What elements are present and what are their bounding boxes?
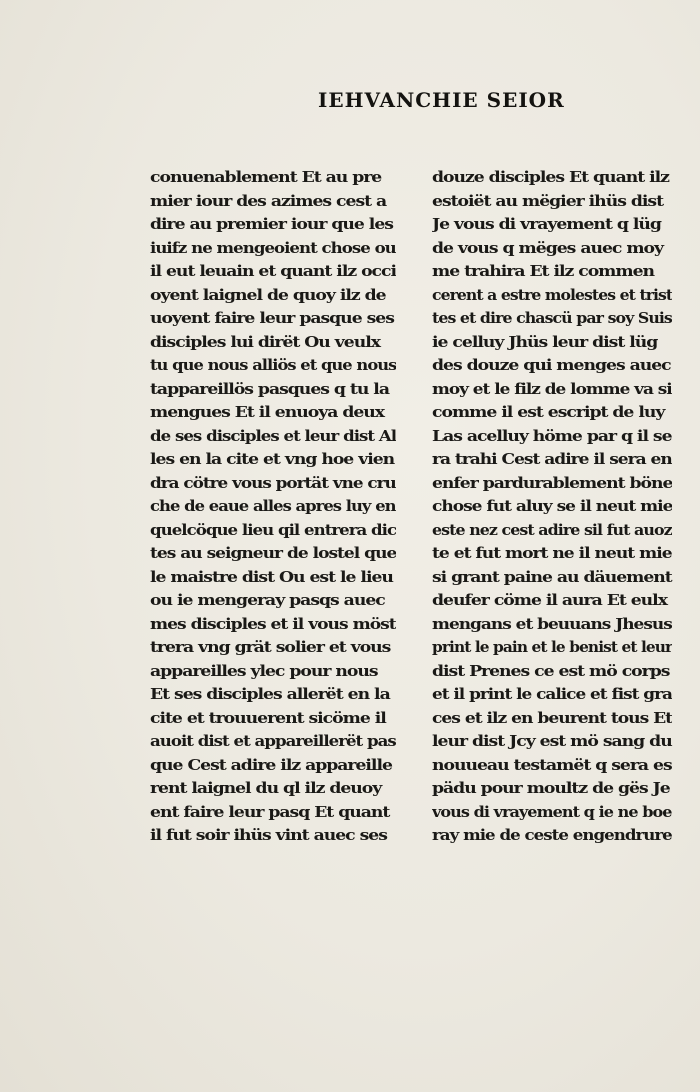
text-line: rent laignel du ql ilz deuoy bbox=[150, 779, 382, 797]
text-line: appareilles ylec pour nous bbox=[150, 661, 378, 680]
text-line: Je vous di vrayement q lüg bbox=[432, 215, 661, 233]
text-line: il eut leuain et quant ilz occi bbox=[150, 262, 396, 280]
text-line: mes disciples et il vous möst bbox=[150, 614, 396, 633]
text-line: auoit dist et appareillerët pas bbox=[150, 732, 396, 750]
text-line: douze disciples Et quant ilz bbox=[432, 168, 669, 186]
text-line: oyent laignel de quoy ilz de bbox=[150, 285, 386, 304]
text-line: des douze qui menges auec bbox=[432, 356, 671, 374]
text-line: conuenablement Et au pre bbox=[150, 168, 382, 186]
text-line: Las acelluy höme par q il se bbox=[432, 426, 672, 445]
text-line: ces et ilz en beurent tous Et bbox=[432, 708, 672, 727]
text-line: les en la cite et vng hoe vien bbox=[150, 450, 395, 468]
text-line: deufer cöme il aura Et eulx bbox=[432, 591, 667, 609]
text-line: cite et trouuerent sicöme il bbox=[150, 708, 386, 727]
text-line: ent faire leur pasq Et quant bbox=[150, 802, 390, 821]
text-line: me trahira Et ilz commen bbox=[432, 262, 655, 280]
text-line: te et fut mort ne il neut mie bbox=[432, 544, 672, 562]
text-line: ra trahi Cest adire il sera en bbox=[432, 450, 672, 468]
text-line: Et ses disciples allerët en la bbox=[150, 685, 390, 703]
text-line: estoiët au mëgier ihüs dist bbox=[432, 191, 664, 210]
text-line: ie celluy Jhüs leur dist lüg bbox=[432, 332, 658, 351]
text-line: et il print le calice et fist gra bbox=[432, 685, 672, 703]
left-text-column bbox=[150, 166, 396, 848]
text-line: este nez cest adire sil fut auoz bbox=[432, 520, 672, 539]
text-line: ou ie mengeray pasqs auec bbox=[150, 591, 385, 609]
text-line: mier iour des azimes cest a bbox=[150, 191, 387, 210]
text-line: de ses disciples et leur dist Al bbox=[150, 426, 396, 445]
text-line: le maistre dist Ou est le lieu bbox=[150, 567, 393, 586]
text-line: che de eaue alles apres luy en bbox=[150, 497, 396, 515]
text-line: de vous q mëges auec moy bbox=[432, 238, 664, 257]
text-line: si grant paine au däuement bbox=[432, 567, 672, 586]
text-line: iuifz ne mengeoient chose ou bbox=[150, 238, 396, 257]
text-line: dra cötre vous portät vne cru bbox=[150, 473, 396, 492]
text-line: tappareillös pasques q tu la bbox=[150, 379, 389, 398]
text-line: vous di vrayement q ie ne boe bbox=[432, 802, 672, 821]
text-line: dire au premier iour que les bbox=[150, 215, 393, 233]
text-line: mengues Et il enuoya deux bbox=[150, 403, 385, 421]
text-line: disciples lui dirët Ou veulx bbox=[150, 332, 380, 351]
text-line: cerent a estre molestes et trist bbox=[432, 285, 672, 304]
running-head: IEHVANCHIE SEIOR bbox=[318, 88, 565, 112]
text-line: uoyent faire leur pasque ses bbox=[150, 309, 394, 327]
text-line: moy et le filz de lomme va si bbox=[432, 379, 672, 398]
text-line: mengans et beuuans Jhesus bbox=[432, 614, 672, 633]
text-line: chose fut aluy se il neut mie bbox=[432, 497, 672, 515]
text-line: dist Prenes ce est mö corps bbox=[432, 661, 670, 680]
text-line: trera vng grät solier et vous bbox=[150, 638, 391, 656]
text-line: quelcöque lieu qil entrera dic bbox=[150, 520, 396, 539]
text-line: ray mie de ceste engendrure bbox=[432, 826, 672, 844]
right-text-column bbox=[432, 166, 672, 848]
text-line: pädu pour moultz de gës Je bbox=[432, 779, 670, 797]
text-line: tes et dire chascü par soy Suis bbox=[432, 309, 672, 327]
text-line: enfer pardurablement böne bbox=[432, 473, 672, 492]
text-line: tu que nous alliös et que nous bbox=[150, 356, 396, 374]
text-line: print le pain et le benist et leur bbox=[432, 638, 672, 656]
text-line: tes au seigneur de lostel que bbox=[150, 544, 396, 562]
text-line: leur dist Jcy est mö sang du bbox=[432, 732, 672, 750]
text-line: que Cest adire ilz appareille bbox=[150, 755, 392, 774]
text-line: nouueau testamët q sera es bbox=[432, 755, 672, 774]
text-line: il fut soir ihüs vint auec ses bbox=[150, 826, 387, 844]
text-line: comme il est escript de luy bbox=[432, 403, 665, 421]
